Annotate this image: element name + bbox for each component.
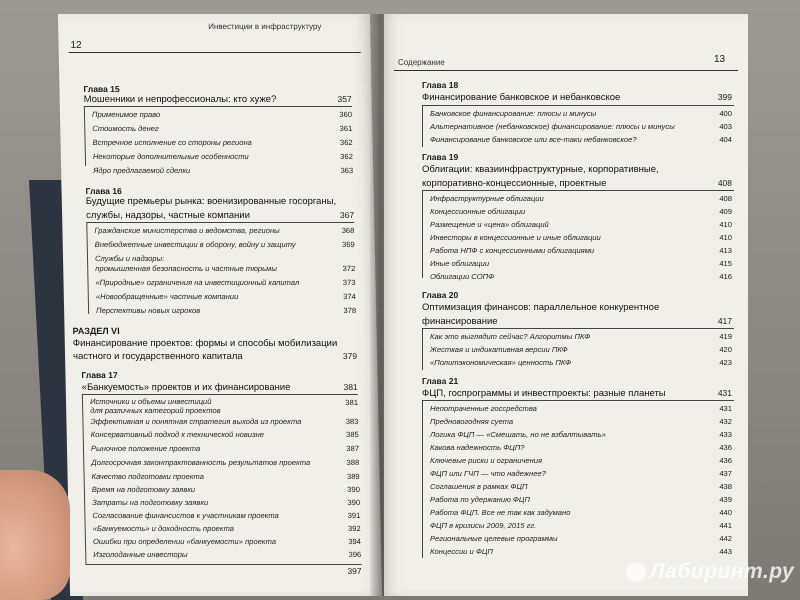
page-ref: 383: [345, 417, 359, 426]
toc-entry: Соглашения в рамках ФЦП: [430, 482, 528, 491]
chapter-label: Глава 15: [83, 84, 120, 94]
chapter-label: Глава 19: [422, 152, 459, 162]
page-ref: 439: [719, 495, 732, 504]
toc-entry: Облигации СОПФ: [430, 272, 495, 281]
section-title: Финансирование проектов: формы и способы мобилизации: [72, 338, 338, 349]
page-ref: 397: [347, 566, 362, 576]
page-ref: 423: [719, 358, 732, 367]
page-ref: 389: [346, 472, 360, 481]
chapter-title: Оптимизация финансов: параллельное конкурентное: [422, 302, 660, 313]
toc-entry: Иные облигации: [430, 259, 490, 268]
page-ref: 442: [719, 534, 732, 543]
page-ref: 441: [719, 521, 732, 530]
page-ref: 408: [719, 194, 732, 203]
page-ref: 372: [342, 264, 356, 273]
watermark: Лабиринт.ру: [650, 560, 795, 583]
toc-entry: ФЦП или ГЧП — что надежнее?: [430, 469, 546, 478]
page-number: 13: [714, 54, 726, 65]
page-ref: 394: [348, 537, 362, 546]
page-ref: 437: [719, 469, 732, 478]
toc-entry: Логика ФЦП — «Смешать, но не взбалтывать»: [430, 430, 606, 439]
page-ref: 360: [339, 110, 353, 119]
toc-entry: Затраты на подготовку заявки: [92, 498, 209, 507]
page-ref: 413: [719, 246, 732, 255]
toc-entry: Источники и объемы инвестиций: [89, 397, 212, 406]
section-label: РАЗДЕЛ VI: [72, 326, 120, 336]
hand-holding-book: [0, 470, 70, 600]
chapter-title: «Банкуемость» проектов и их финансирование: [81, 382, 291, 393]
chapter-title: корпоративно-концессионные, проектные: [422, 178, 607, 189]
entry-bracket: [422, 328, 423, 370]
page-ref: 374: [343, 292, 356, 301]
chapter-title: Мошенники и непрофессионалы: кто хуже?: [83, 94, 277, 105]
page-ref: 381: [343, 382, 358, 392]
title-underline: [84, 106, 352, 107]
toc-entry: Концессии и ФЦП: [430, 547, 493, 556]
toc-entry: Долгосрочная законтрактованность результатов проекта: [91, 458, 311, 467]
header-rule: [394, 70, 738, 71]
title-underline: [422, 400, 734, 401]
toc-entry: Консервативный подход к технической новизне: [90, 430, 265, 439]
toc-entry: Время на подготовку заявки: [91, 485, 196, 494]
toc-entry: Жесткая и индикативная версии ПКФ: [430, 345, 568, 354]
title-underline: [422, 105, 734, 106]
page-ref: 381: [345, 398, 359, 407]
page-ref: 419: [719, 332, 732, 341]
toc-entry: Размещение и «цена» облигаций: [430, 220, 549, 229]
chapter-label: Глава 20: [422, 290, 459, 300]
entry-bracket: [82, 394, 87, 564]
toc-entry: Эффективная и понятная стратегия выхода из проекта: [90, 417, 302, 426]
toc-entry: Применимое право: [91, 110, 161, 119]
page-number: 12: [70, 40, 82, 51]
toc-entry: Согласование финансистов к участникам проекта: [92, 511, 279, 520]
page-ref: 436: [719, 456, 732, 465]
entry-underline: [85, 564, 361, 565]
page-ref: 400: [719, 109, 732, 118]
chapter-label: Глава 18: [422, 80, 459, 90]
toc-entry: Инфраструктурные облигации: [430, 194, 544, 203]
page-ref: 379: [342, 351, 358, 361]
page-ref: 387: [346, 444, 360, 453]
toc-entry: Инвесторы в концессионные и иные облигации: [430, 233, 601, 242]
page-ref: 391: [347, 511, 361, 520]
page-ref: 410: [719, 233, 732, 242]
toc-entry: Альтернативное (небанковское) финансирование: плюсы и минусы: [430, 122, 675, 131]
page-ref: 433: [719, 430, 732, 439]
left-page: [58, 14, 382, 596]
page-ref: 408: [717, 178, 732, 188]
page-ref: 363: [340, 166, 354, 175]
entry-bracket: [422, 190, 423, 278]
toc-entry: «Природные» ограничения на инвестиционный капитал: [95, 278, 300, 287]
toc-entry: Региональные целевые программы: [430, 534, 558, 543]
toc-entry: для различных категорий проектов: [90, 406, 221, 415]
toc-entry: Предновогодняя суета: [430, 417, 514, 426]
toc-entry: Банковское финансирование: плюсы и минусы: [430, 109, 597, 118]
page-ref: 362: [339, 138, 353, 147]
page-ref: 390: [347, 498, 361, 507]
page-ref: 378: [343, 306, 357, 315]
entry-bracket: [86, 222, 89, 314]
title-underline: [422, 328, 734, 329]
page-ref: 440: [719, 508, 732, 517]
toc-entry: Качество подготовки проекта: [91, 472, 205, 481]
entry-bracket: [422, 105, 423, 147]
toc-entry: Ошибки при определении «банкуемости» проекта: [92, 537, 277, 546]
chapter-title: Будущие премьеры рынка: военизированные госорганы,: [85, 196, 337, 207]
page-ref: 420: [719, 345, 732, 354]
page-ref: 392: [347, 524, 361, 533]
toc-entry: Какова надежность ФЦП?: [430, 443, 525, 452]
page-ref: 410: [719, 220, 732, 229]
running-head: Содержание: [398, 58, 445, 67]
toc-entry: «Политэкономическая» ценность ПКФ: [430, 358, 572, 367]
toc-entry: Работа по удержанию ФЦП: [430, 495, 530, 504]
title-underline: [422, 190, 734, 191]
chapter-label: Глава 16: [85, 186, 122, 196]
page-ref: 443: [719, 547, 732, 556]
toc-entry: Работа ФЦП. Все не так как задумано: [430, 508, 571, 517]
chapter-title: службы, надзоры, частные компании: [86, 210, 251, 221]
entry-bracket: [422, 400, 423, 558]
page-ref: 431: [719, 404, 732, 413]
page-ref: 367: [339, 210, 355, 220]
toc-entry: Некоторые дополнительные особенности: [92, 152, 249, 161]
labirint-logo-icon: [626, 562, 646, 582]
page-ref: 403: [719, 122, 732, 131]
chapter-title: Облигации: квазиинфраструктурные, корпоративные,: [422, 164, 659, 175]
page-ref: 362: [340, 152, 353, 161]
toc-entry: «Новообращенные» частные компании: [95, 292, 239, 301]
page-ref: 390: [347, 485, 360, 494]
page-ref: 417: [717, 316, 732, 326]
entry-bracket: [84, 106, 86, 166]
page-ref: 361: [339, 124, 353, 133]
title-underline: [86, 222, 354, 223]
toc-entry: промышленная безопасность и частные тюрьмы: [95, 264, 277, 273]
page-ref: 415: [719, 259, 732, 268]
page-ref: 385: [345, 430, 359, 439]
toc-entry: Гражданские министерства и ведомства, регионы: [94, 226, 280, 235]
toc-entry: Изголоданные инвесторы: [93, 550, 188, 559]
toc-entry: Перспективы новых игроков: [96, 306, 201, 315]
toc-entry: Ключевые риски и ограничения: [430, 456, 543, 465]
toc-entry: Работа НПФ с концессионными облигациями: [430, 246, 595, 255]
right-page: [384, 14, 748, 596]
page-ref: 388: [346, 458, 360, 467]
toc-entry: Стоимость денег: [92, 124, 159, 133]
toc-entry: Непотраченные госсредства: [430, 404, 537, 413]
toc-entry: Ядро предлагаемой сделки: [93, 166, 191, 175]
page-ref: 399: [717, 92, 732, 102]
page-ref: 368: [341, 226, 355, 235]
toc-entry: Как это выглядит сейчас? Алгоритмы ПКФ: [430, 332, 591, 341]
page-ref: 404: [719, 135, 732, 144]
toc-entry: Внебюджетные инвестиции в оборону, войну и защиту: [94, 240, 296, 249]
toc-entry: Финансирование банковское или все-таки небанковское?: [430, 135, 637, 144]
page-ref: 416: [719, 272, 732, 281]
page-ref: 409: [719, 207, 732, 216]
chapter-title: Финансирование банковское и небанковское: [422, 92, 621, 103]
toc-entry: Рыночное положение проекта: [90, 444, 201, 453]
page-ref: 436: [719, 443, 732, 452]
toc-entry: Концессионные облигации: [430, 207, 526, 216]
page-ref: 396: [348, 550, 362, 559]
page-ref: 369: [341, 240, 355, 249]
chapter-title: ФЦП, госпрограммы и инвестпроекты: разные планеты: [422, 388, 666, 399]
page-ref: 431: [717, 388, 732, 398]
chapter-title: финансирование: [422, 316, 498, 327]
page-ref: 373: [342, 278, 356, 287]
toc-entry: Службы и надзоры:: [94, 254, 165, 263]
page-ref: 357: [337, 94, 352, 104]
section-title: частного и государственного капитала: [72, 351, 243, 362]
toc-entry: Встречное исполнение со стороны региона: [92, 138, 252, 147]
running-head: Инвестиции в инфраструктуру: [208, 22, 322, 31]
page-ref: 432: [719, 417, 732, 426]
toc-entry: ФЦП в кризисы 2009, 2015 гг.: [430, 521, 537, 530]
header-rule: [69, 52, 361, 53]
page-ref: 438: [719, 482, 732, 491]
toc-entry: «Банкуемость» и доходность проекта: [92, 524, 235, 533]
chapter-label: Глава 17: [81, 370, 118, 380]
chapter-label: Глава 21: [422, 376, 459, 386]
title-underline: [82, 394, 358, 395]
